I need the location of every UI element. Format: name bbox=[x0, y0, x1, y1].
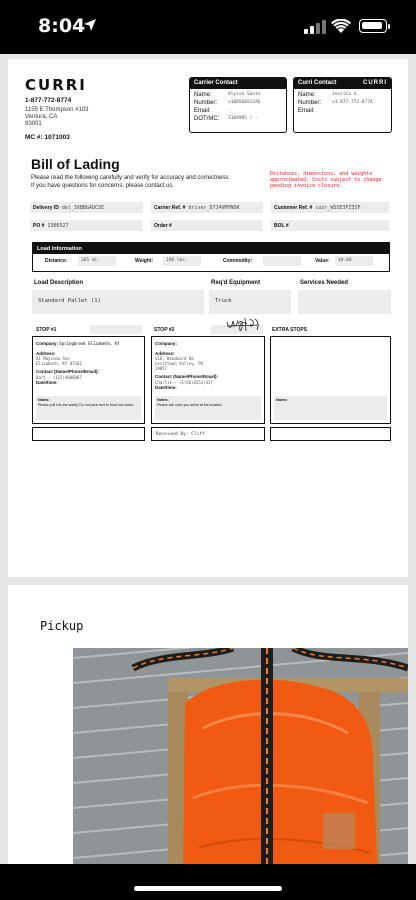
carrier-contact-title: Carrier Contact bbox=[190, 78, 286, 89]
stop-1-address: 81 Mayview Ave Elizabeth, KY 07201 bbox=[36, 356, 82, 366]
signature-image bbox=[225, 315, 263, 335]
status-bar bbox=[0, 0, 416, 54]
commodity-value bbox=[263, 256, 301, 266]
company-phone: 1-877-772-8774 bbox=[25, 97, 72, 104]
curri-name-row: Name: Jessica S. bbox=[298, 92, 360, 98]
carrier-contact-box bbox=[189, 77, 287, 133]
services-needed-value bbox=[298, 290, 391, 314]
stop-2-card bbox=[151, 336, 265, 424]
carrier-name-row: Name: Alyssa Santo bbox=[194, 92, 261, 98]
stop-1-date-label: Date/time: bbox=[36, 379, 58, 385]
stop-2-header: STOP #2 bbox=[154, 327, 175, 333]
extra-stops-footer bbox=[270, 427, 391, 441]
delivery-id-field: Delivery ID del_3XBBGADCSE bbox=[30, 202, 143, 213]
load-information-section bbox=[32, 242, 390, 272]
bol-title: Bill of Lading bbox=[31, 156, 120, 172]
stop-1-header: STOP #1 bbox=[36, 327, 57, 333]
stop-2-address-label: Address: bbox=[155, 350, 175, 356]
stop-1-header-field bbox=[90, 325, 142, 334]
carrier-email-row: Email: - bbox=[194, 108, 231, 114]
location-arrow-icon bbox=[83, 18, 97, 32]
cell-signal-icon bbox=[304, 20, 326, 34]
curri-logo: CURRI bbox=[25, 76, 87, 94]
extra-stops-header: EXTRA STOPS bbox=[272, 327, 308, 333]
stop-2-company-label: Company: bbox=[155, 341, 178, 346]
extra-stops-card bbox=[270, 336, 391, 424]
carrier-number-row: Number: +18056691346 bbox=[194, 100, 261, 106]
weight-label: Weight: bbox=[135, 258, 154, 264]
stop-2-contact: Charlie - +1(46)8353(41) bbox=[155, 379, 213, 385]
curri-contact-brand: CURRI bbox=[363, 80, 387, 86]
curri-contact-title: Curri Contact bbox=[298, 80, 337, 86]
load-information-title: Load Information bbox=[33, 243, 389, 254]
company-address: 1155 E Thompson #103 Ventura, CA 93001 bbox=[25, 107, 89, 127]
load-description-value: Standard Pallet (1) bbox=[32, 290, 204, 314]
bol-number-field: BOL # bbox=[271, 220, 389, 231]
req-equipment-label: Req'd Equipment bbox=[211, 280, 261, 286]
carrier-dot-mc-row: DOT/MC: 3184995 / - bbox=[194, 116, 258, 122]
stop-1-company-label: Company: bbox=[36, 341, 59, 346]
pickup-photo bbox=[73, 648, 408, 864]
curri-contact-box bbox=[293, 77, 392, 133]
mc-label: MC #: bbox=[25, 134, 43, 141]
distance-value: 365 mi. bbox=[78, 256, 116, 266]
home-indicator[interactable] bbox=[134, 886, 282, 891]
stop-1-company: Springbrook Elizabeth, KY bbox=[59, 341, 120, 346]
bol-warning-text: Distances, dimensions, and weights approximated. Costs subject to change pending invoice closure. bbox=[270, 171, 382, 189]
pickup-label: Pickup bbox=[40, 619, 84, 633]
curri-email-row: Email: bbox=[298, 108, 315, 114]
value-label: Value: bbox=[315, 258, 330, 264]
stop-2-address: S16, Woodward Rd Levittown Valley, PA 19057 bbox=[155, 356, 204, 371]
stop-2-footer: Received By: Cliff bbox=[151, 427, 265, 441]
stop-1-address-label: Address: bbox=[36, 350, 56, 356]
status-time: 8:04 bbox=[38, 15, 86, 37]
stop-2-notes: Notes: Please call once you arrive at the location. bbox=[155, 396, 261, 420]
stop-1-contact: Bart - (125)4800007 bbox=[36, 374, 82, 380]
bol-intro-text: Please read the following carefully and verify for accuracy and correctness. If you have questions for concerns, please contact us. bbox=[31, 175, 231, 189]
extra-stops-notes: Notes: bbox=[274, 396, 387, 420]
stop-1-notes: Notes: Please pull into the warfly. Do not park next to front row doors. bbox=[36, 396, 141, 420]
distance-label: Distance: bbox=[45, 258, 68, 264]
battery-icon bbox=[359, 19, 387, 33]
curri-number-row: Number: +1 877-772-8774 bbox=[298, 100, 373, 106]
mc-number bbox=[25, 134, 70, 141]
home-indicator-area bbox=[0, 864, 416, 900]
wifi-icon bbox=[331, 19, 351, 34]
value-amount: $0.00 bbox=[335, 256, 373, 266]
stop-1-footer bbox=[32, 427, 145, 441]
pickup-photo-page bbox=[8, 585, 408, 864]
stop-2-date-label: Date/time: bbox=[155, 384, 177, 390]
customer-ref-field: Customer Ref. # cusr_WSSE3FZ3SF bbox=[271, 202, 389, 213]
req-equipment-value: Truck bbox=[209, 290, 291, 314]
mc-value: 1071003 bbox=[44, 134, 70, 141]
load-description-label: Load Description bbox=[34, 280, 84, 286]
stop-1-contact-label: Contact (Name/Phone/Email): bbox=[36, 369, 100, 374]
stop-2-contact-label: Contact (Name/Phone/Email): bbox=[155, 374, 219, 379]
services-needed-label: Services Needed bbox=[300, 280, 349, 286]
stop-1-card bbox=[32, 336, 145, 424]
order-field: Order # bbox=[151, 220, 263, 231]
weight-value: 198 lbs. bbox=[163, 256, 201, 266]
commodity-label: Commodity: bbox=[223, 258, 253, 264]
po-field: PO # 1306527 bbox=[30, 220, 143, 231]
bill-of-lading-page bbox=[8, 59, 408, 577]
document-viewer[interactable] bbox=[0, 54, 416, 864]
carrier-ref-field: Carrier Ref. # driver_D7J4VMYNOK bbox=[151, 202, 263, 213]
